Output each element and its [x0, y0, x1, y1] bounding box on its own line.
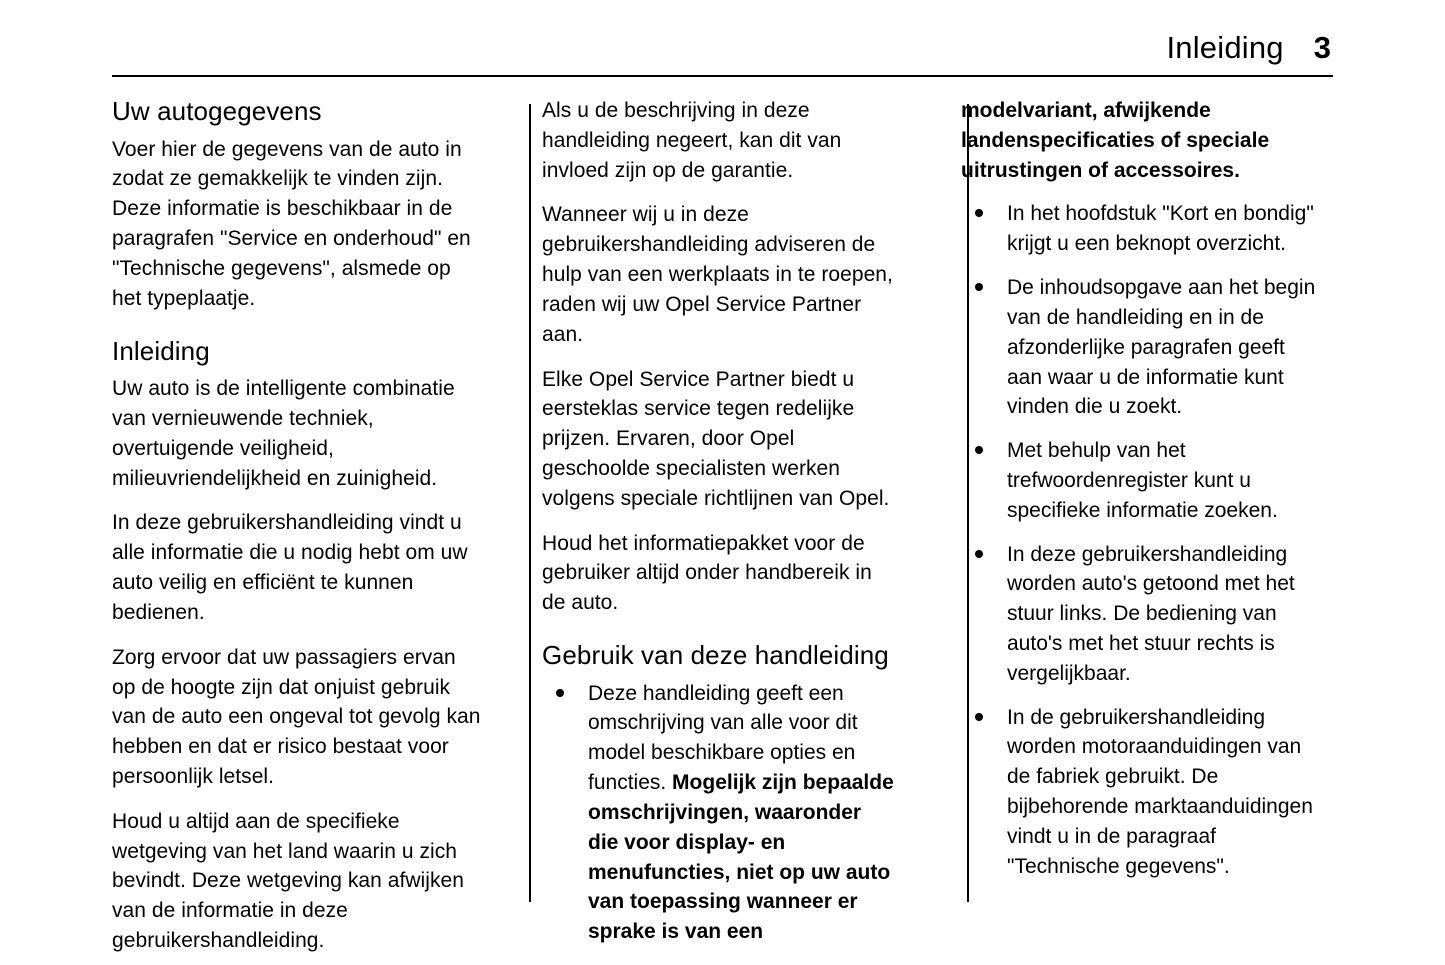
bullet-dot-icon [975, 283, 983, 291]
column-three [926, 96, 1333, 916]
bullet-dot-icon [556, 689, 564, 697]
section-heading-inleiding: Inleiding [112, 335, 210, 366]
bullet-list-handleiding [961, 199, 1325, 881]
section-heading-uw-autogegevens: Uw autogegevens [112, 96, 322, 126]
paragraph-informatiepakket: Houd het informatiepakket voor de gebruiker altijd onder handbereik in de auto. [542, 531, 872, 615]
column-one [112, 96, 519, 953]
paragraph-werkplaats: Wanneer wij u in deze gebruikershandleiding adviseren de hulp van een werkplaats in te roepen, raden wij uw Opel Service Partner aan. [542, 203, 893, 346]
header-row [112, 30, 1333, 66]
section-heading-gebruik-handleiding: Gebruik van deze handleiding [542, 640, 889, 670]
bullet-text: De inhoudsopgave aan het begin van de handleiding en in de afzonderlijke paragrafen geeft aan waar u de informatie kunt vinden die u zoekt. [1007, 276, 1316, 419]
paragraph-intro-4: Houd u altijd aan de specifieke wetgeving van het land waarin u zich bevindt. Deze wetgeving kan afwijken van de informatie in deze gebruikershandleiding. [112, 809, 465, 953]
bullet-dot-icon [975, 209, 983, 217]
bullet-text: Met behulp van het trefwoordenregister kunt u specifieke informatie zoeken. [1007, 439, 1278, 522]
page-number: 3 [1313, 30, 1331, 65]
list-item [961, 436, 1325, 525]
column-two [519, 96, 926, 944]
paragraph-garantie: Als u de beschrijving in deze handleiding negeert, kan dit van invloed zijn op de garantie. [542, 99, 842, 182]
page-title: Inleiding [1166, 30, 1284, 65]
paragraph-continuation-bold: modelvariant, afwijkende landenspecificaties of speciale uitrustingen of accessoires. [961, 99, 1270, 182]
list-item [961, 199, 1325, 259]
paragraph-intro-1: Uw auto is de intelligente combinatie van vernieuwende techniek, overtuigende veiligheid, milieuvriendelijkheid en zuinigheid. [112, 377, 455, 490]
bullet-text: In deze gebruikershandleiding worden auto's getoond met het stuur links. De bediening van auto's met het stuur rechts is vergelijkbaar. [1007, 542, 1295, 685]
bullet-dot-icon [975, 713, 983, 721]
header-divider [112, 75, 1333, 77]
paragraph-intro-2: In deze gebruikershandleiding vindt u alle informatie die u nodig hebt om uw auto veilig en efficiënt te kunnen bedienen. [112, 511, 468, 624]
bullet-dot-icon [975, 446, 983, 454]
list-item [961, 703, 1325, 882]
bullet-list-gebruik [542, 679, 896, 947]
list-item [542, 679, 896, 947]
page-header [112, 30, 1333, 86]
column-layout [112, 96, 1333, 953]
bullet-text: In de gebruikershandleiding worden motoraanduidingen van de fabriek gebruikt. De bijbehorende marktaanduidingen vindt u in de paragraaf "Technische gegevens". [1007, 705, 1313, 878]
paragraph-intro-3: Zorg ervoor dat uw passagiers ervan op de hoogte zijn dat onjuist gebruik van de auto een ongeval tot gevolg kan hebben en dat er risico bestaat voor persoonlijk letsel. [112, 645, 481, 788]
bullet-dot-icon [975, 550, 983, 558]
bullet-text-bold: Mogelijk zijn bepaalde omschrijvingen, waaronder die voor display- en menufuncties, niet op uw auto van toepassing wanneer er sprake is van een [588, 771, 894, 944]
list-item [961, 540, 1325, 689]
bullet-text-normal: Deze handleiding geeft een omschrijving van alle voor dit model beschikbare opties en functies. [588, 681, 858, 795]
paragraph-autogegevens: Voer hier de gegevens van de auto in zodat ze gemakkelijk te vinden zijn. Deze informatie is beschikbaar in de paragrafen "Service en onderhoud" en "Technische gegevens", alsmede op het typeplaatje. [112, 137, 471, 310]
paragraph-service-partner: Elke Opel Service Partner biedt u eersteklas service tegen redelijke prijzen. Ervaren, door Opel geschoolde specialisten werken volgens speciale richtlijnen van Opel. [542, 367, 890, 510]
list-item [961, 273, 1325, 422]
bullet-text: In het hoofdstuk "Kort en bondig" krijgt u een beknopt overzicht. [1007, 202, 1314, 256]
